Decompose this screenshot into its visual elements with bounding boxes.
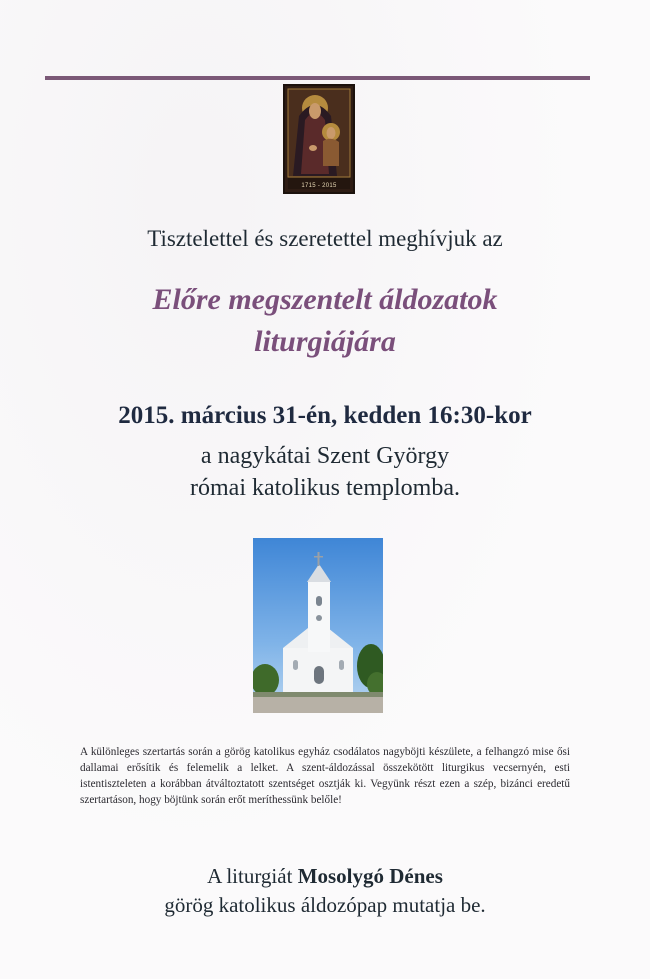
- header-rule: [45, 76, 590, 80]
- event-description: A különleges szertartás során a görög katolikus egyház csodálatos nagyböjti készülete, a felhangzó mise ősi dallamai erősítik és felemelik a lelket. A szent-áldozással összekötött liturgikus vecsernyén, esti istentiszteleten a korábban átváltoztatott szentséget osztják ki. Vegyünk részt ezen a szép, bizánci eredetű szertartáson, hogy böjtünk során erőt meríthessünk belőle!: [80, 746, 570, 806]
- madonna-icon-drawing: [285, 86, 353, 192]
- event-location: [0, 440, 650, 504]
- celebrant-prefix: A liturgiát: [207, 864, 298, 888]
- invitation-intro: Tisztelettel és szeretettel meghívjuk az: [147, 226, 503, 251]
- icon-years-caption: 1715 - 2015: [301, 183, 337, 189]
- event-title-line-2: liturgiájára: [254, 325, 396, 358]
- celebrant-name: Mosolygó Dénes: [297, 864, 443, 888]
- event-date-time: 2015. március 31-én, kedden 16:30-kor: [118, 402, 532, 429]
- madonna-and-child-icon: [283, 84, 355, 194]
- church-photo: [253, 538, 383, 713]
- event-title-line-1: Előre megszentelt áldozatok: [152, 283, 498, 316]
- event-location-line-1: a nagykátai Szent György: [200, 443, 450, 469]
- celebrant-note: [0, 862, 650, 920]
- celebrant-line-1: [0, 862, 650, 891]
- event-location-line-2: római katolikus templomba.: [190, 475, 460, 501]
- celebrant-line-2: görög katolikus áldozópap mutatja be.: [164, 893, 486, 917]
- event-title: [0, 279, 650, 363]
- church-illustration: [253, 538, 383, 713]
